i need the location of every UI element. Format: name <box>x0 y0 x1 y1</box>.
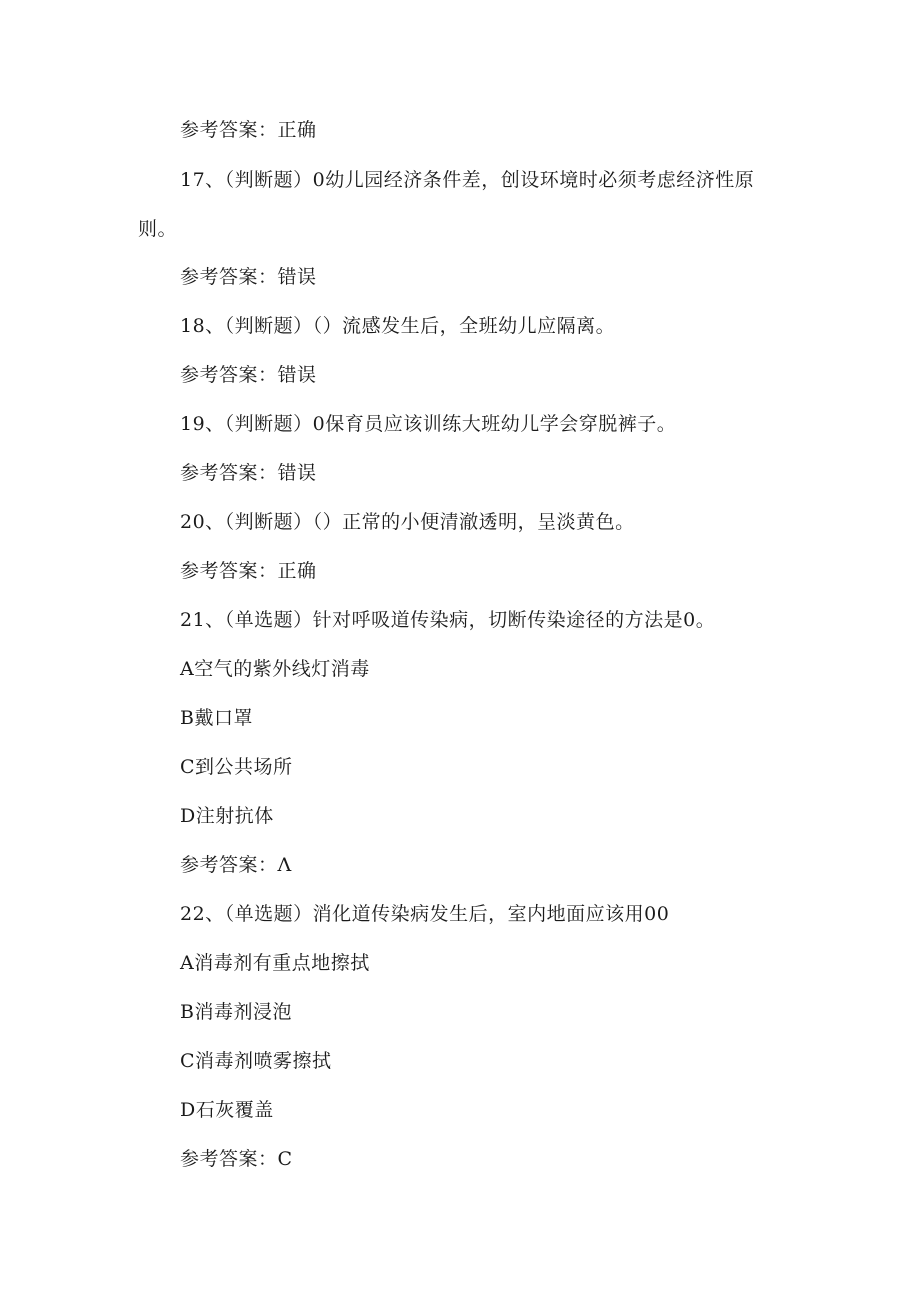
question-17: 17、（判断题）0幼儿园经济条件差，创设环境时必须考虑经济性原 <box>180 169 755 191</box>
option-a: A消毒剂有重点地擦拭 <box>180 952 370 974</box>
answer-line: 参考答案：正确 <box>180 119 317 141</box>
answer-line: 参考答案：C <box>180 1148 293 1170</box>
option-b: B消毒剂浸泡 <box>180 1001 292 1023</box>
option-b: B戴口罩 <box>180 707 253 729</box>
option-c: C到公共场所 <box>180 756 293 778</box>
answer-line: 参考答案：错误 <box>180 462 317 484</box>
answer-line: 参考答案：错误 <box>180 364 317 386</box>
answer-line: 参考答案：正确 <box>180 560 317 582</box>
question-17-continuation: 则。 <box>138 218 178 240</box>
question-21: 21、（单选题）针对呼吸道传染病，切断传染途径的方法是0。 <box>180 609 716 631</box>
answer-line: 参考答案：Λ <box>180 854 292 876</box>
question-20: 20、（判断题）（）正常的小便清澈透明，呈淡黄色。 <box>180 511 635 533</box>
question-19: 19、（判断题）0保育员应该训练大班幼儿学会穿脱裤子。 <box>180 413 677 435</box>
option-d: D石灰覆盖 <box>180 1099 274 1121</box>
option-d: D注射抗体 <box>180 805 274 827</box>
question-18: 18、（判断题）（）流感发生后，全班幼儿应隔离。 <box>180 315 616 337</box>
option-c: C消毒剂喷雾擦拭 <box>180 1050 332 1072</box>
answer-line: 参考答案：错误 <box>180 266 317 288</box>
question-22: 22、（单选题）消化道传染病发生后，室内地面应该用00 <box>180 903 670 925</box>
option-a: A空气的紫外线灯消毒 <box>180 658 370 680</box>
